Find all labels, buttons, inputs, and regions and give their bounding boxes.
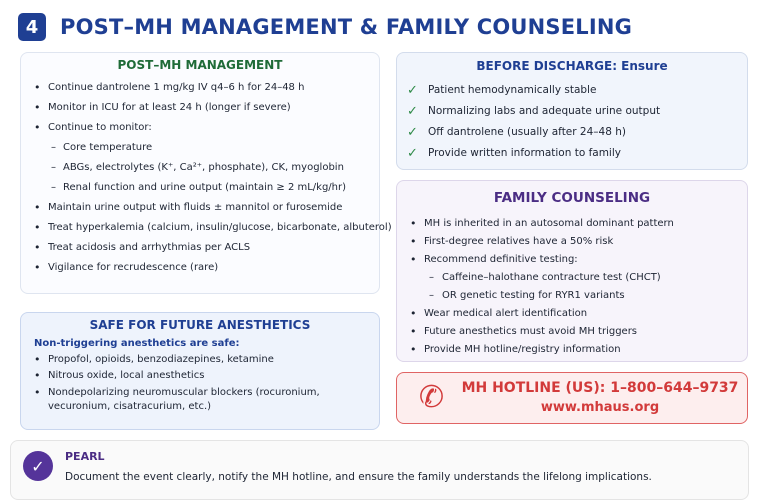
list-item: • Continue dantrolene 1 mg/kg IV q4–6 h for 24–48 h	[21, 78, 379, 98]
list-item: • First-degree relatives have a 50% risk	[397, 233, 747, 251]
family-counseling-title: FAMILY COUNSELING	[493, 190, 651, 206]
check-icon: ✓	[407, 146, 418, 161]
list-item-label: Normalizing labs and adequate urine output	[428, 105, 661, 117]
pearl-label: PEARL	[65, 450, 105, 463]
post-mh-management-title: POST–MH MANAGEMENT	[117, 58, 283, 72]
list-item: • Maintain urine output with fluids ± mannitol or furosemide	[21, 198, 379, 218]
list-item: • MH is inherited in an autosomal dominant pattern	[397, 215, 747, 233]
mh-hotline-box	[396, 372, 748, 424]
hotline-website-link[interactable]: www.mhaus.org	[540, 400, 660, 415]
list-item: • Treat hyperkalemia (calcium, insulin/glucose, bicarbonate, albuterol)	[21, 218, 379, 238]
list-item: • Nondepolarizing neuromuscular blockers (rocuronium, vecuronium, cisatracurium, etc.)	[21, 386, 379, 414]
family-counseling-panel	[396, 180, 748, 362]
list-item: • Treat acidosis and arrhythmias per ACLS	[21, 238, 379, 258]
family-counseling-list	[397, 215, 747, 359]
safe-anesthetics-title: SAFE FOR FUTURE ANESTHETICS	[89, 318, 311, 332]
section-number-badge: 4	[18, 13, 46, 41]
sub-list-item: – Core temperature	[21, 138, 379, 158]
list-item-label: Provide written information to family	[428, 147, 621, 159]
list-item	[397, 122, 747, 143]
before-discharge-title: BEFORE DISCHARGE: Ensure	[476, 59, 668, 73]
post-mh-management-list	[21, 78, 392, 278]
post-mh-management-panel	[20, 52, 392, 294]
before-discharge-list	[397, 80, 747, 164]
list-item: • Propofol, opioids, benzodiazepines, ketamine	[21, 352, 379, 368]
list-item: • Recommend definitive testing:	[397, 251, 747, 269]
list-item	[397, 80, 747, 101]
sub-list-item: – Caffeine–halothane contracture test (CHCT)	[397, 269, 747, 287]
check-icon: ✓	[407, 125, 418, 140]
safe-anesthetics-lead: Non-triggering anesthetics are safe:	[34, 338, 240, 349]
sub-list-item: – ABGs, electrolytes (K⁺, Ca²⁺, phosphate), CK, myoglobin	[21, 158, 379, 178]
phone-icon: ✆	[419, 380, 445, 415]
hotline-text	[459, 378, 741, 417]
list-item: • Monitor in ICU for at least 24 h (longer if severe)	[21, 98, 379, 118]
page-title: POST–MH MANAGEMENT & FAMILY COUNSELING	[60, 15, 633, 39]
before-discharge-panel	[396, 52, 748, 170]
list-item-label: Patient hemodynamically stable	[428, 84, 597, 96]
check-icon: ✓	[407, 104, 418, 119]
pearl-panel	[10, 440, 749, 500]
sub-list-item: – OR genetic testing for RYR1 variants	[397, 287, 747, 305]
list-item-label: Off dantrolene (usually after 24–48 h)	[428, 126, 626, 138]
page-header	[18, 12, 632, 42]
list-item: • Wear medical alert identification	[397, 305, 747, 323]
check-icon: ✓	[407, 83, 418, 98]
hotline-number: MH HOTLINE (US): 1–800–644–9737	[461, 380, 739, 396]
list-item: • Future anesthetics must avoid MH triggers	[397, 323, 747, 341]
pearl-text: Document the event clearly, notify the MH hotline, and ensure the family understands the lifelong implications.	[65, 471, 652, 483]
sub-list-item: – Renal function and urine output (maintain ≥ 2 mL/kg/hr)	[21, 178, 379, 198]
list-item: • Provide MH hotline/registry information	[397, 341, 747, 359]
safe-anesthetics-panel	[20, 312, 380, 430]
list-item: • Nitrous oxide, local anesthetics	[21, 368, 379, 384]
list-item	[397, 143, 747, 164]
list-item: • Continue to monitor:	[21, 118, 379, 138]
list-item	[397, 101, 747, 122]
checkmark-circle-icon: ✓	[23, 451, 53, 481]
safe-anesthetics-list	[21, 352, 379, 414]
list-item: • Vigilance for recrudescence (rare)	[21, 258, 379, 278]
